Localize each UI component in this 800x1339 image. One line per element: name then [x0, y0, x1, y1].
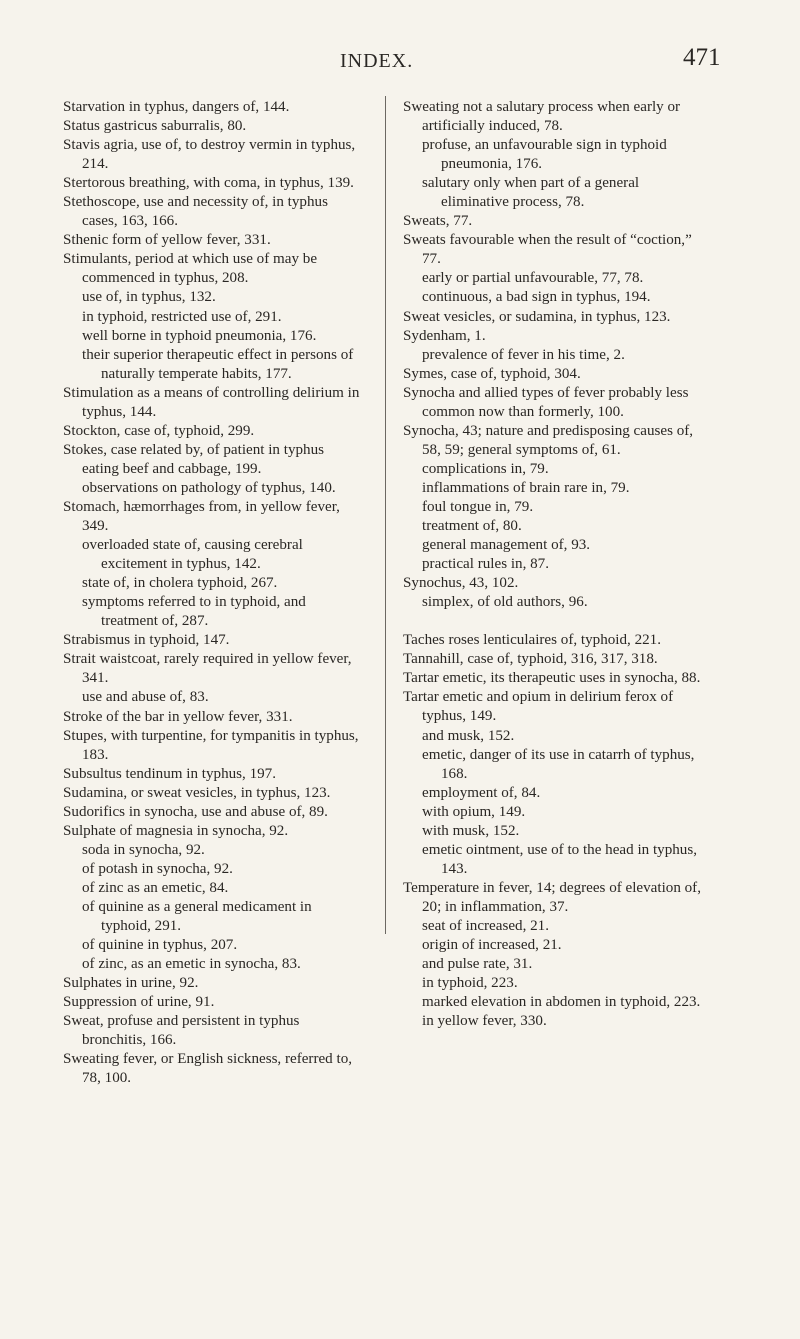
index-entry: Sydenham, 1. — [403, 327, 486, 344]
index-entry: Stimulation as a means of controlling delirium in typhus, 144. — [63, 384, 360, 420]
index-subentry: prevalence of fever in his time, 2. — [422, 346, 625, 363]
index-subentry: treatment of, 80. — [422, 518, 522, 535]
index-entry: Stokes, case related by, of patient in typhus eating beef and cabbage, 199. — [63, 441, 325, 477]
index-entry: Temperature in fever, 14; degrees of elevation of, 20; in inflammation, 37. — [403, 879, 701, 915]
index-entry: Strabismus in typhoid, 147. — [63, 632, 230, 649]
index-subentry: symptoms referred to in typhoid, and treatment of, 287. — [82, 594, 306, 630]
index-entry: Synochus, 43, 102. — [403, 575, 519, 592]
index-entry: Synocha and allied types of fever probably less common now than formerly, 100. — [403, 384, 689, 420]
index-entry: Subsultus tendinum in typhus, 197. — [63, 765, 277, 782]
index-entry: Stupes, with turpentine, for tympanitis in typhus, 183. — [63, 727, 359, 763]
index-subentry: with opium, 149. — [422, 803, 526, 820]
index-entry: Sudamina, or sweat vesicles, in typhus, 123. — [63, 784, 331, 801]
index-subentry: marked elevation in abdomen in typhoid, 223. — [422, 994, 701, 1011]
index-subentry: in typhoid, restricted use of, 291. — [82, 308, 282, 325]
page-header — [0, 44, 800, 84]
index-subentry: of potash in synocha, 92. — [82, 860, 233, 877]
index-subentry: of quinine as a general medicament in typhoid, 291. — [82, 898, 312, 935]
running-title: INDEX. — [340, 50, 414, 72]
index-subentry: complications in, 79. — [422, 460, 549, 477]
index-subentry: emetic ointment, use of to the head in typhus, 143. — [422, 841, 697, 877]
index-subentry: observations on pathology of typhus, 140. — [82, 479, 336, 496]
column-divider — [385, 96, 386, 934]
index-subentry: and musk, 152. — [422, 727, 515, 744]
index-subentry: in yellow fever, 330. — [422, 1013, 547, 1030]
index-subentry: general management of, 93. — [422, 537, 591, 554]
index-entry: Sweats favourable when the result of “coction,” 77. — [403, 232, 692, 268]
index-subentry: well borne in typhoid pneumonia, 176. — [82, 327, 317, 344]
index-entry: Sweating fever, or English sickness, referred to, 78, 100. — [63, 1051, 353, 1087]
index-subentry: use and abuse of, 83. — [82, 689, 209, 706]
index-entry: Sthenic form of yellow fever, 331. — [63, 232, 271, 249]
index-entry: Sudorifics in synocha, use and abuse of, 89. — [63, 803, 328, 820]
index-entry: Sweat vesicles, or sudamina, in typhus, 123. — [403, 308, 671, 325]
index-entry: Sweat, profuse and persistent in typhus bronchitis, 166. — [63, 1013, 300, 1049]
index-subentry: seat of increased, 21. — [422, 917, 549, 934]
index-entry: Status gastricus saburralis, 80. — [63, 118, 247, 135]
index-subentry: practical rules in, 87. — [422, 556, 549, 573]
index-entry: Stertorous breathing, with coma, in typhus, 139. — [63, 175, 354, 192]
index-subentry: salutary only when part of a general eliminative process, 78. — [422, 175, 640, 211]
index-entry: Taches roses lenticulaires of, typhoid, 221. — [403, 632, 661, 649]
index-subentry: origin of increased, 21. — [422, 937, 562, 954]
page-number: 471 — [683, 44, 721, 71]
index-subentry: use of, in typhus, 132. — [82, 289, 216, 306]
index-subentry: foul tongue in, 79. — [422, 498, 534, 515]
index-subentry: of zinc, as an emetic in synocha, 83. — [82, 956, 301, 973]
index-entry: Tartar emetic, its therapeutic uses in synocha, 88. — [403, 670, 701, 687]
index-entry: Sweats, 77. — [403, 213, 473, 230]
index-subentry: of quinine in typhus, 207. — [82, 937, 238, 954]
index-entry: Stethoscope, use and necessity of, in typhus cases, 163, 166. — [63, 194, 328, 230]
index-subentry: emetic, danger of its use in catarrh of typhus, 168. — [422, 746, 695, 782]
index-subentry: continuous, a bad sign in typhus, 194. — [422, 289, 651, 306]
index-entry: Stimulants, period at which use of may be commenced in typhus, 208. — [63, 251, 318, 287]
index-entry: Tartar emetic and opium in delirium ferox of typhus, 149. — [403, 689, 674, 725]
index-entry: Stavis agria, use of, to destroy vermin in typhus, 214. — [63, 137, 356, 173]
index-entry: Synocha, 43; nature and predisposing causes of, 58, 59; general symptoms of, 61. — [403, 422, 694, 458]
index-subentry: simplex, of old authors, 96. — [422, 594, 588, 611]
index-subentry: inflammations of brain rare in, 79. — [422, 479, 630, 496]
index-entry: Symes, case of, typhoid, 304. — [403, 365, 581, 382]
index-subentry: their superior therapeutic effect in persons of naturally temperate habits, 177. — [82, 346, 354, 382]
index-entry: Strait waistcoat, rarely required in yellow fever, 341. — [63, 651, 352, 687]
index-entry: Sweating not a salutary process when early or artificially induced, 78. — [403, 99, 681, 135]
index-entry: Suppression of urine, 91. — [63, 994, 215, 1011]
index-subentry: employment of, 84. — [422, 784, 541, 801]
index-subentry: early or partial unfavourable, 77, 78. — [422, 270, 644, 287]
index-entry: Stockton, case of, typhoid, 299. — [63, 422, 255, 439]
left-index-column — [63, 98, 363, 1088]
index-subentry: soda in synocha, 92. — [82, 841, 205, 858]
index-subentry: profuse, an unfavourable sign in typhoid pneumonia, 176. — [422, 137, 667, 173]
index-subentry: with musk, 152. — [422, 822, 520, 839]
section-gap — [403, 612, 703, 631]
index-subentry: state of, in cholera typhoid, 267. — [82, 575, 278, 592]
index-entry: Stomach, hæmorrhages from, in yellow fever, 349. — [63, 498, 340, 535]
index-subentry: of zinc as an emetic, 84. — [82, 879, 229, 896]
index-subentry: in typhoid, 223. — [422, 975, 518, 992]
right-index-column — [403, 98, 703, 1031]
index-subentry: overloaded state of, causing cerebral excitement in typhus, 142. — [82, 537, 303, 573]
index-entry: Sulphates in urine, 92. — [63, 975, 199, 992]
index-entry: Sulphate of magnesia in synocha, 92. — [63, 822, 289, 839]
index-entry: Stroke of the bar in yellow fever, 331. — [63, 708, 293, 725]
index-entry: Tannahill, case of, typhoid, 316, 317, 318. — [403, 651, 658, 668]
index-entry: Starvation in typhus, dangers of, 144. — [63, 99, 290, 115]
index-subentry: and pulse rate, 31. — [422, 956, 533, 973]
